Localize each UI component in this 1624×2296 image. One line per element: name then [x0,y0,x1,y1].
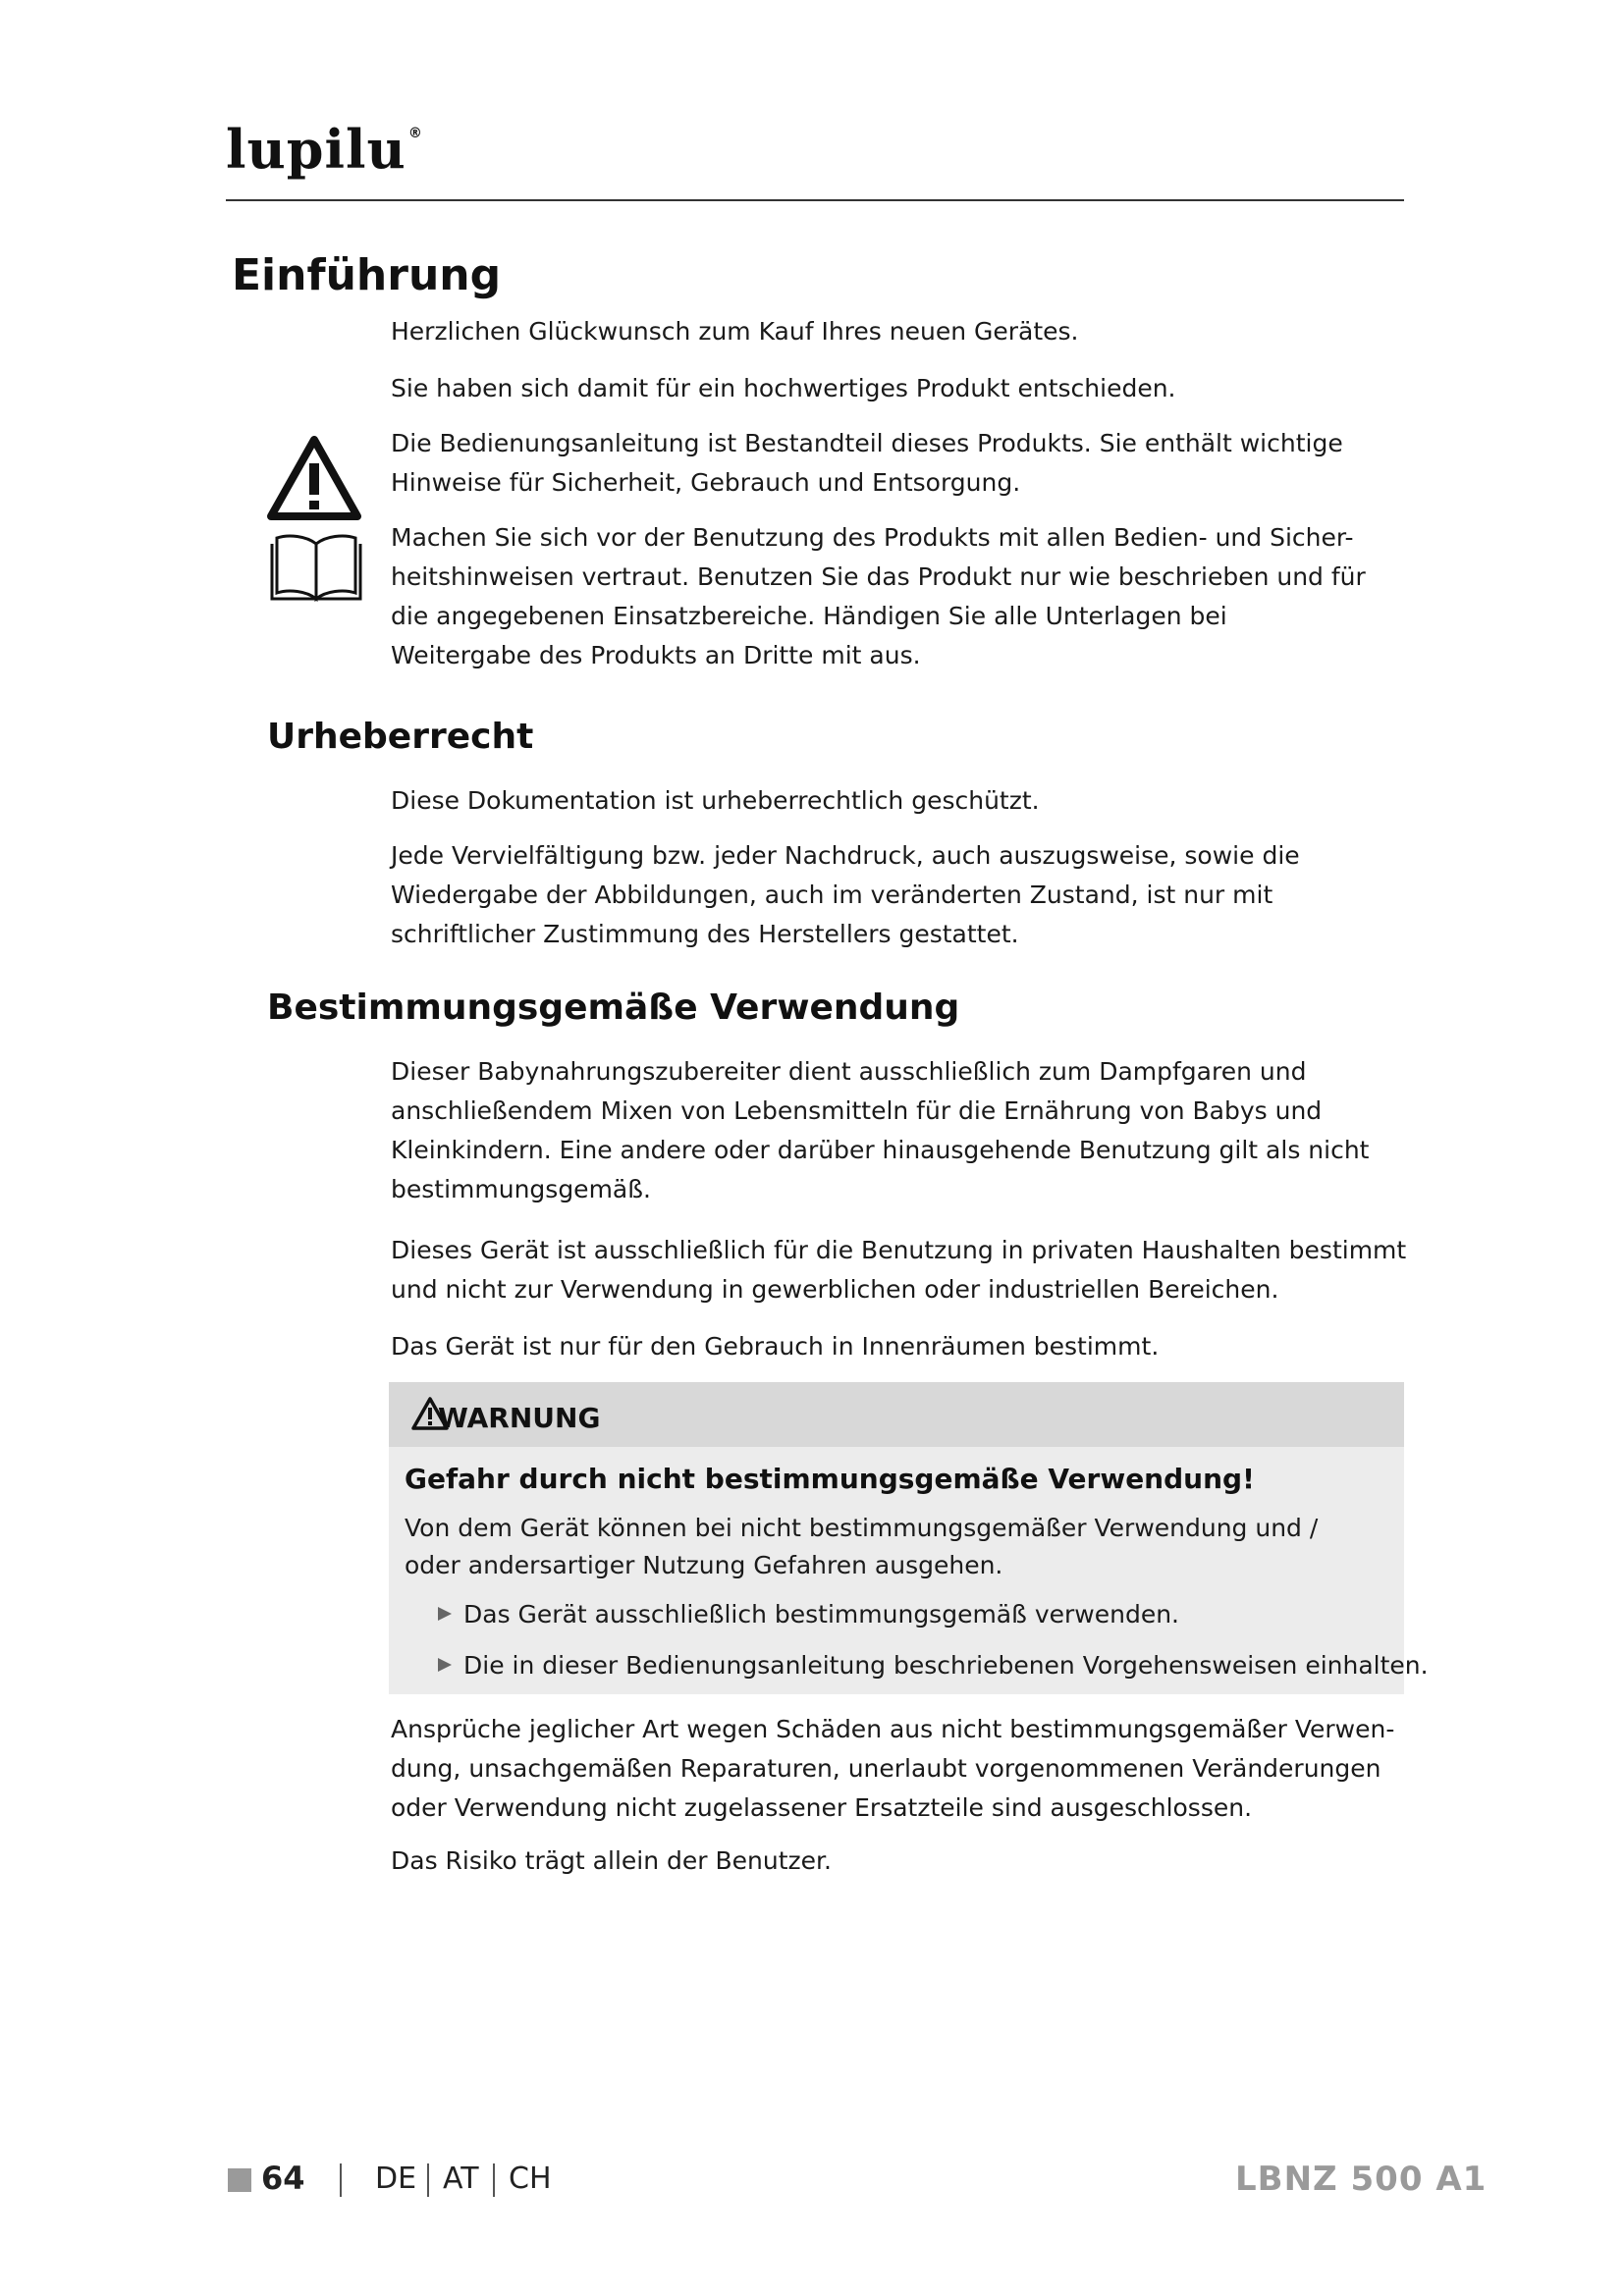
intro-paragraph-3-line-2: Hinweise für Sicherheit, Gebrauch und Entsorgung. [391,468,1021,497]
warning-subtitle: Gefahr durch nicht bestimmungsgemäße Verwendung! [405,1463,1255,1495]
page-number: 64 [261,2160,305,2197]
footer-separator [493,2163,495,2197]
intended-use-paragraph-5: Das Risiko trägt allein der Benutzer. [391,1846,832,1875]
intended-use-paragraph-4-line-1: Ansprüche jeglicher Art wegen Schäden aus nicht bestimmungsgemäßer Verwen- [391,1715,1395,1743]
copyright-paragraph-2-line-1: Jede Vervielfältigung bzw. jeder Nachdruck, auch auszugsweise, sowie die [391,841,1300,870]
warning-header [389,1382,1404,1447]
brand-logo [226,118,423,181]
warning-text-line-1: Von dem Gerät können bei nicht bestimmungsgemäßer Verwendung und / [405,1514,1319,1542]
intro-paragraph-1: Herzlichen Glückwunsch zum Kauf Ihres neuen Gerätes. [391,317,1079,346]
logo-text: lupilu [226,118,406,181]
warning-box [389,1382,1429,1694]
warning-text [405,1510,1386,1584]
footer-language-de: DE [375,2162,417,2196]
registered-mark: ® [407,126,423,141]
copyright-paragraph-2 [391,836,1412,954]
section-title-copyright: Urheberrecht [267,717,534,757]
intended-use-paragraph-2-line-1: Dieses Gerät ist ausschließlich für die Benutzung in privaten Haushalten bestimmt [391,1236,1407,1264]
intro-paragraph-4-line-3: die angegebenen Einsatzbereiche. Händigen Sie alle Unterlagen bei [391,602,1227,630]
bullet-arrow-icon [438,1658,452,1672]
section-title-intro: Einführung [232,250,502,300]
copyright-paragraph-2-line-3: schriftlicher Zustimmung des Herstellers gestattet. [391,920,1019,948]
intro-paragraph-3 [391,424,1412,503]
footer-language-ch: CH [509,2162,552,2196]
footer-separator [427,2163,429,2197]
intro-paragraph-4-line-1: Machen Sie sich vor der Benutzung des Produkts mit allen Bedien- und Sicher- [391,523,1354,552]
model-number: LBNZ 500 A1 [1235,2160,1488,2199]
warning-text-line-2: oder andersartiger Nutzung Gefahren ausgehen. [405,1551,1003,1579]
intro-paragraph-3-line-1: Die Bedienungsanleitung ist Bestandteil dieses Produkts. Sie enthält wichtige [391,429,1343,457]
intended-use-paragraph-1-line-4: bestimmungsgemäß. [391,1175,651,1203]
intended-use-paragraph-4-line-2: dung, unsachgemäßen Reparaturen, unerlaubt vorgenommenen Veränderungen [391,1754,1381,1783]
warning-bullet-2 [438,1647,1429,1684]
intro-paragraph-2: Sie haben sich damit für ein hochwertiges Produkt entschieden. [391,374,1176,402]
copyright-paragraph-1: Diese Dokumentation ist urheberrechtlich geschützt. [391,786,1040,815]
header-rule [226,199,1404,201]
intended-use-paragraph-1-line-3: Kleinkindern. Eine andere oder darüber hinausgehende Benutzung gilt als nicht [391,1136,1370,1164]
intended-use-paragraph-1-line-1: Dieser Babynahrungszubereiter dient ausschließlich zum Dampfgaren und [391,1057,1307,1086]
intended-use-paragraph-3: Das Gerät ist nur für den Gebrauch in Innenräumen bestimmt. [391,1332,1160,1361]
intended-use-paragraph-2 [391,1231,1412,1309]
footer-language-at: AT [443,2162,479,2196]
copyright-paragraph-2-line-2: Wiedergabe der Abbildungen, auch im veränderten Zustand, ist nur mit [391,881,1273,909]
warning-bullet-1 [438,1596,1179,1633]
intended-use-paragraph-4-line-3: oder Verwendung nicht zugelassener Ersatzteile sind ausgeschlossen. [391,1793,1253,1822]
warning-label: WARNUNG [438,1402,601,1434]
intended-use-paragraph-2-line-2: und nicht zur Verwendung in gewerblichen oder industriellen Bereichen. [391,1275,1279,1304]
intro-paragraph-4 [391,518,1412,675]
intended-use-paragraph-1-line-2: anschließendem Mixen von Lebensmitteln für die Ernährung von Babys und [391,1096,1323,1125]
warning-triangle-icon [267,436,361,520]
footer-separator [340,2163,342,2197]
warning-bullet-2-text: Die in dieser Bedienungsanleitung beschriebenen Vorgehensweisen einhalten. [463,1651,1429,1680]
intro-paragraph-4-line-4: Weitergabe des Produkts an Dritte mit aus. [391,641,921,669]
footer-square-marker [228,2168,251,2192]
section-title-intended-use: Bestimmungsgemäße Verwendung [267,988,960,1028]
warning-bullet-1-text: Das Gerät ausschließlich bestimmungsgemäß verwenden. [463,1600,1179,1629]
bullet-arrow-icon [438,1607,452,1621]
manual-book-icon [269,530,363,603]
intended-use-paragraph-4 [391,1710,1412,1828]
intro-paragraph-4-line-2: heitshinweisen vertraut. Benutzen Sie das Produkt nur wie beschrieben und für [391,562,1366,591]
intended-use-paragraph-1 [391,1052,1412,1209]
